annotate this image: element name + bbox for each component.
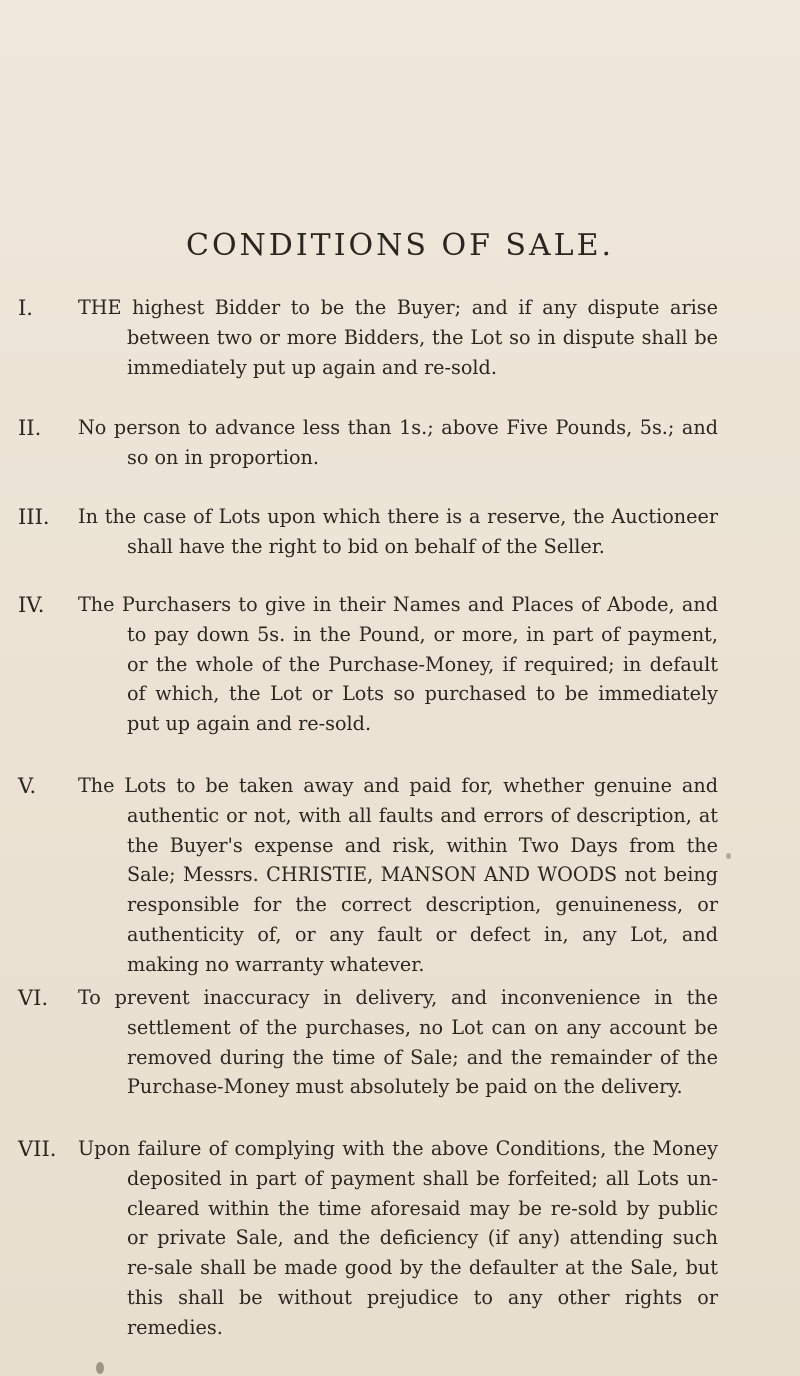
condition-numeral: IV. — [18, 593, 45, 617]
ink-speck — [96, 1362, 104, 1374]
page-title: CONDITIONS OF SALE. — [185, 228, 614, 263]
condition-numeral: I. — [18, 296, 33, 320]
condition-numeral: VI. — [18, 986, 49, 1010]
condition-text: In the case of Lots upon which there is a reserve, the Auctioneer shall have the right to bid on behalf of the Seller. — [78, 505, 718, 558]
condition-numeral: VII. — [18, 1137, 57, 1161]
condition-text: The Purchasers to give in their Names and Places of Abode, and to pay down 5s. in the Pound, or more, in part of payment, or the whole of the Purchase-Money, if required; in default of which, the Lot or Lots so purchased to be immediately put up again and re-sold. — [78, 593, 718, 736]
condition-text: To prevent inaccuracy in delivery, and inconvenience in the settlement of the purchases, no Lot can on any account be removed during the time of Sale; and the remainder of the Purchase-Money must absolutely be paid on the delivery. — [78, 986, 718, 1099]
condition-text: THE highest Bidder to be the Buyer; and if any dispute arise between two or more Bidders, the Lot so in dispute shall be immediately put up again and re-sold. — [78, 296, 718, 379]
ink-speck — [726, 853, 731, 859]
condition-text: No person to advance less than 1s.; above Five Pounds, 5s.; and so on in proportion. — [78, 416, 718, 469]
condition-numeral: III. — [18, 505, 50, 529]
condition-numeral: II. — [18, 416, 42, 440]
condition-numeral: V. — [18, 774, 37, 798]
condition-text: Upon failure of complying with the above Conditions, the Money deposited in part of payment shall be forfeited; all Lots un-cleared within the time aforesaid may be re-sold by public or private Sale, and the deficiency (if any) attending such re-sale shall be made good by the defaulter at the Sale, but this shall be without prejudice to any other rights or remedies. — [78, 1137, 718, 1339]
condition-text: The Lots to be taken away and paid for, whether genuine and authentic or not, with all faults and errors of description, at the Buyer's expense and risk, within Two Days from the Sale; Messrs. CHRISTIE, MANSON AND WOODS not being responsible for the correct description, genuineness, or authenticity of, or any fault or defect in, any Lot, and making no warranty whatever. — [78, 774, 718, 976]
